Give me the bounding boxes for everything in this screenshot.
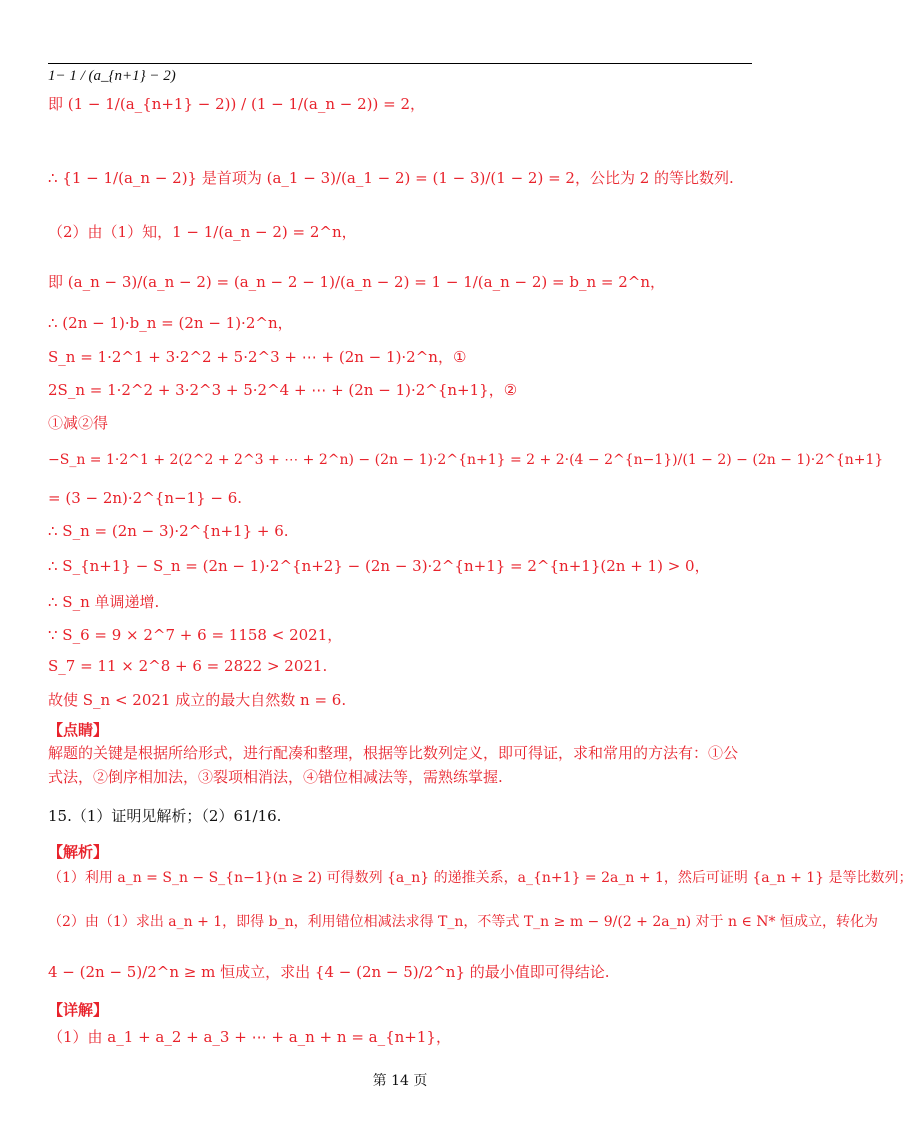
section-heading: 【点睛】 <box>48 721 109 739</box>
text-line: ∴ S_n 单调递增. <box>48 593 160 611</box>
fraction-numerator-line: 1− 1 / (a_{n+1} − 2) <box>48 68 176 84</box>
text-line: ∴ S_n = (2n − 3)·2^{n+1} + 6. <box>48 522 289 540</box>
section-heading: 【解析】 <box>48 843 109 861</box>
text-line: （2）由（1）知，1 − 1/(a_n − 2) = 2^n， <box>48 223 357 241</box>
header-rule <box>48 63 752 64</box>
text-line: 2S_n = 1·2^2 + 3·2^3 + 5·2^4 + ⋯ + (2n − 1)·2^{n+1}，② <box>48 381 518 399</box>
text-line: 4 − (2n − 5)/2^n ≥ m 恒成立，求出 {4 − (2n − 5)/2^n} 的最小值即可得结论. <box>48 963 610 981</box>
text-line: （1）利用 a_n = S_n − S_{n−1}(n ≥ 2) 可得数列 {a_n} 的递推关系，a_{n+1} = 2a_n + 1，然后可证明 {a_n + 1} 是等比数列； <box>48 870 913 886</box>
text-line: （2）由（1）求出 a_n + 1，即得 b_n，利用错位相减法求得 T_n，不等式 T_n ≥ m − 9/(2 + 2a_n) 对于 n ∈ N* 恒成立，转化为 <box>48 914 878 930</box>
section-heading: 【详解】 <box>48 1001 109 1019</box>
text-line: 即 (1 − 1/(a_{n+1} − 2)) / (1 − 1/(a_n − 2)) = 2， <box>48 95 426 113</box>
text-line: S_7 = 11 × 2^8 + 6 = 2822 > 2021. <box>48 657 328 675</box>
answer-line: 15.（1）证明见解析；（2）61/16. <box>48 807 282 825</box>
text-line: 即 (a_n − 3)/(a_n − 2) = (a_n − 2 − 1)/(a_n − 2) = 1 − 1/(a_n − 2) = b_n = 2^n， <box>48 273 665 291</box>
text-line: 故使 S_n < 2021 成立的最大自然数 n = 6. <box>48 691 347 709</box>
text-line: ∴ {1 − 1/(a_n − 2)} 是首项为 (a_1 − 3)/(a_1 − 2) = (1 − 3)/(1 − 2) = 2，公比为 2 的等比数列. <box>48 169 734 187</box>
text-line: ∴ S_{n+1} − S_n = (2n − 1)·2^{n+2} − (2n − 3)·2^{n+1} = 2^{n+1}(2n + 1) > 0， <box>48 557 710 575</box>
text-line: −S_n = 1·2^1 + 2(2^2 + 2^3 + ⋯ + 2^n) − (2n − 1)·2^{n+1} = 2 + 2·(4 − 2^{n−1})/(1 − 2) − (2n − 1)·2^{n+1} <box>48 452 884 468</box>
text-line: S_n = 1·2^1 + 3·2^2 + 5·2^3 + ⋯ + (2n − 1)·2^n，① <box>48 348 467 366</box>
paragraph: 解题的关键是根据所给形式，进行配凑和整理，根据等比数列定义，即可得证，求和常用的方法有：①公式法，②倒序相加法，③裂项相消法，④错位相减法等，需熟练掌握. <box>48 744 739 786</box>
text-line: ∵ S_6 = 9 × 2^7 + 6 = 1158 < 2021， <box>48 626 343 644</box>
text-line: ∴ (2n − 1)·b_n = (2n − 1)·2^n， <box>48 314 293 332</box>
page-number: 第 14 页 <box>372 1073 428 1089</box>
text-line: ①减②得 <box>48 414 109 432</box>
text-line: = (3 − 2n)·2^{n−1} − 6. <box>48 489 243 507</box>
text-line: （1）由 a_1 + a_2 + a_3 + ⋯ + a_n + n = a_{n+1}， <box>48 1028 451 1046</box>
